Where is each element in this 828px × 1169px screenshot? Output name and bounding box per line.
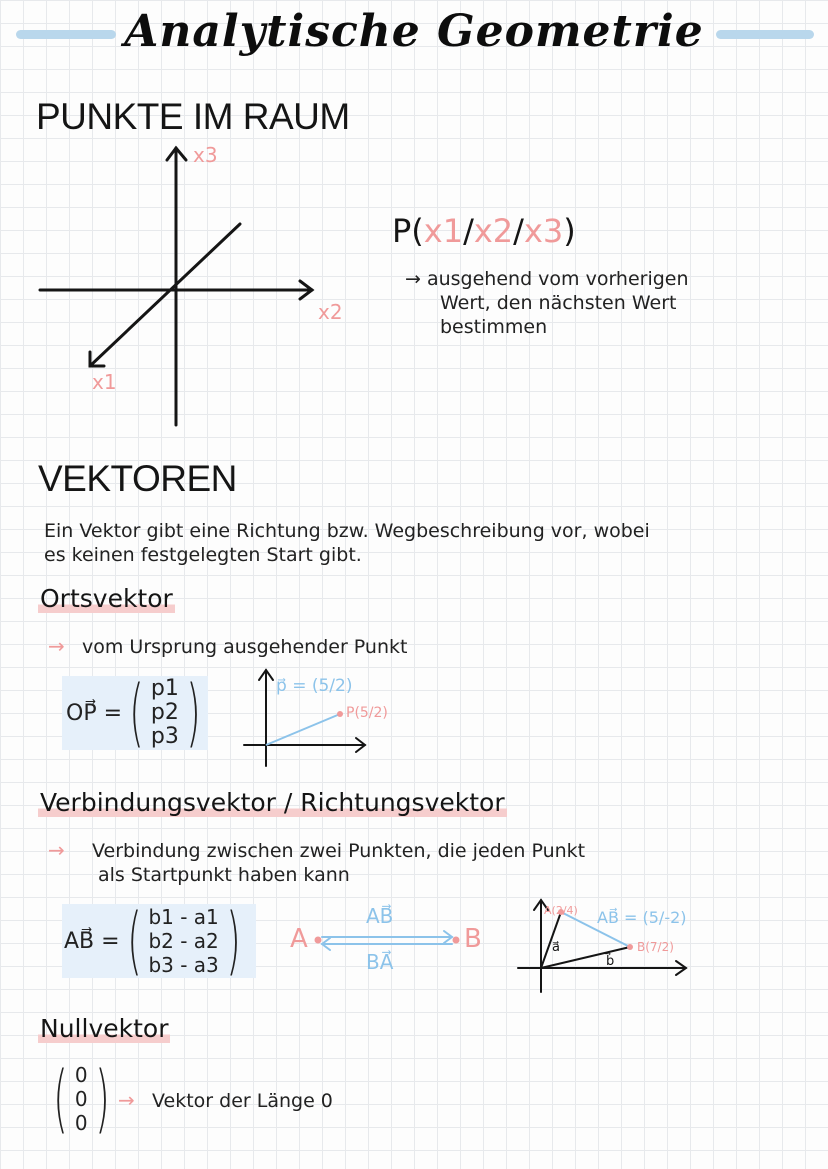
axis-label-x2: x2 <box>318 300 343 324</box>
point-x3: x3 <box>523 212 564 250</box>
nullvektor-components <box>75 1063 88 1135</box>
heading-verbindungsvektor: Verbindungsvektor / Richtungsvektor <box>40 788 505 817</box>
component-0-3: 0 <box>74 1111 88 1135</box>
component-p3: p3 <box>150 724 179 749</box>
component-0-1: 0 <box>74 1063 88 1087</box>
heading-punkte: PUNKTE IM RAUM <box>36 96 350 137</box>
component-b2-a2: b2 - a2 <box>148 929 219 953</box>
verbindungsvektor-line-1: Verbindung zwischen zwei Punkten, die jeden Punkt <box>92 840 586 862</box>
component-b1-a1: b1 - a1 <box>148 905 219 929</box>
point-sep-2: / <box>513 212 524 250</box>
verbindungsvektor-arrow: → <box>48 838 65 862</box>
point-open: P( <box>392 212 424 250</box>
graph-b-vector: b⃗ <box>606 954 615 969</box>
label-ba-vector: BA⃗ <box>366 950 394 974</box>
point-note-line-1: → ausgehend vom vorherigen <box>405 268 689 290</box>
verbindungsvektor-formula-lhs: AB⃗ = <box>64 928 120 954</box>
ortsvektor-formula-lhs: OP⃗ = <box>66 700 123 726</box>
point-note-line-2: Wert, den nächsten Wert <box>440 292 677 314</box>
label-ab-vector: AB⃗ <box>366 904 394 928</box>
graph-point-b: B(7/2) <box>637 940 674 954</box>
component-p2: p2 <box>150 700 179 725</box>
vektoren-intro-line-2: es keinen festgelegten Start gibt. <box>44 544 362 566</box>
paren-left: ( <box>53 1056 68 1142</box>
nullvektor-formula <box>46 1056 116 1142</box>
heading-vektoren: VEKTOREN <box>38 458 237 499</box>
component-b3-a3: b3 - a3 <box>148 953 219 977</box>
point-x2: x2 <box>473 212 514 250</box>
ortsvektor-graph-vector: p⃗ = (5/2) <box>276 676 353 696</box>
page-title: Analytische Geometrie <box>124 6 704 57</box>
paren-right: ) <box>226 898 241 984</box>
paren-right: ) <box>186 670 201 756</box>
graph-ab-vector: AB⃗ = (5/-2) <box>597 908 687 927</box>
point-close: ) <box>563 212 576 250</box>
paren-left: ( <box>129 670 144 756</box>
point-note-line-3: bestimmen <box>440 316 548 338</box>
ortsvektor-arrow: → <box>48 634 65 658</box>
vektoren-intro-line-1: Ein Vektor gibt eine Richtung bzw. Wegbeschreibung vor, wobei <box>44 520 650 542</box>
graph-a-vector: a⃗ <box>552 940 560 955</box>
nullvektor-description: Vektor der Länge 0 <box>152 1090 333 1112</box>
graph-point-a: A(2/4) <box>544 904 578 917</box>
axis-label-x1: x1 <box>92 370 117 394</box>
point-x1: x1 <box>423 212 464 250</box>
paren-left: ( <box>126 898 142 984</box>
point-sep-1: / <box>463 212 474 250</box>
component-0-2: 0 <box>74 1087 88 1111</box>
nullvektor-arrow: → <box>118 1088 135 1112</box>
axis-label-x3: x3 <box>193 143 218 167</box>
ortsvektor-graph-point: P(5/2) <box>346 705 388 721</box>
paren-right: ) <box>94 1056 110 1142</box>
heading-nullvektor: Nullvektor <box>40 1014 169 1043</box>
point-b-label: B <box>464 924 482 954</box>
ortsvektor-description: vom Ursprung ausgehender Punkt <box>82 636 408 658</box>
point-a-label: A <box>290 924 308 954</box>
component-p1: p1 <box>150 676 179 701</box>
verbindungsvektor-line-2: als Startpunkt haben kann <box>98 864 350 886</box>
heading-ortsvektor: Ortsvektor <box>40 584 173 613</box>
